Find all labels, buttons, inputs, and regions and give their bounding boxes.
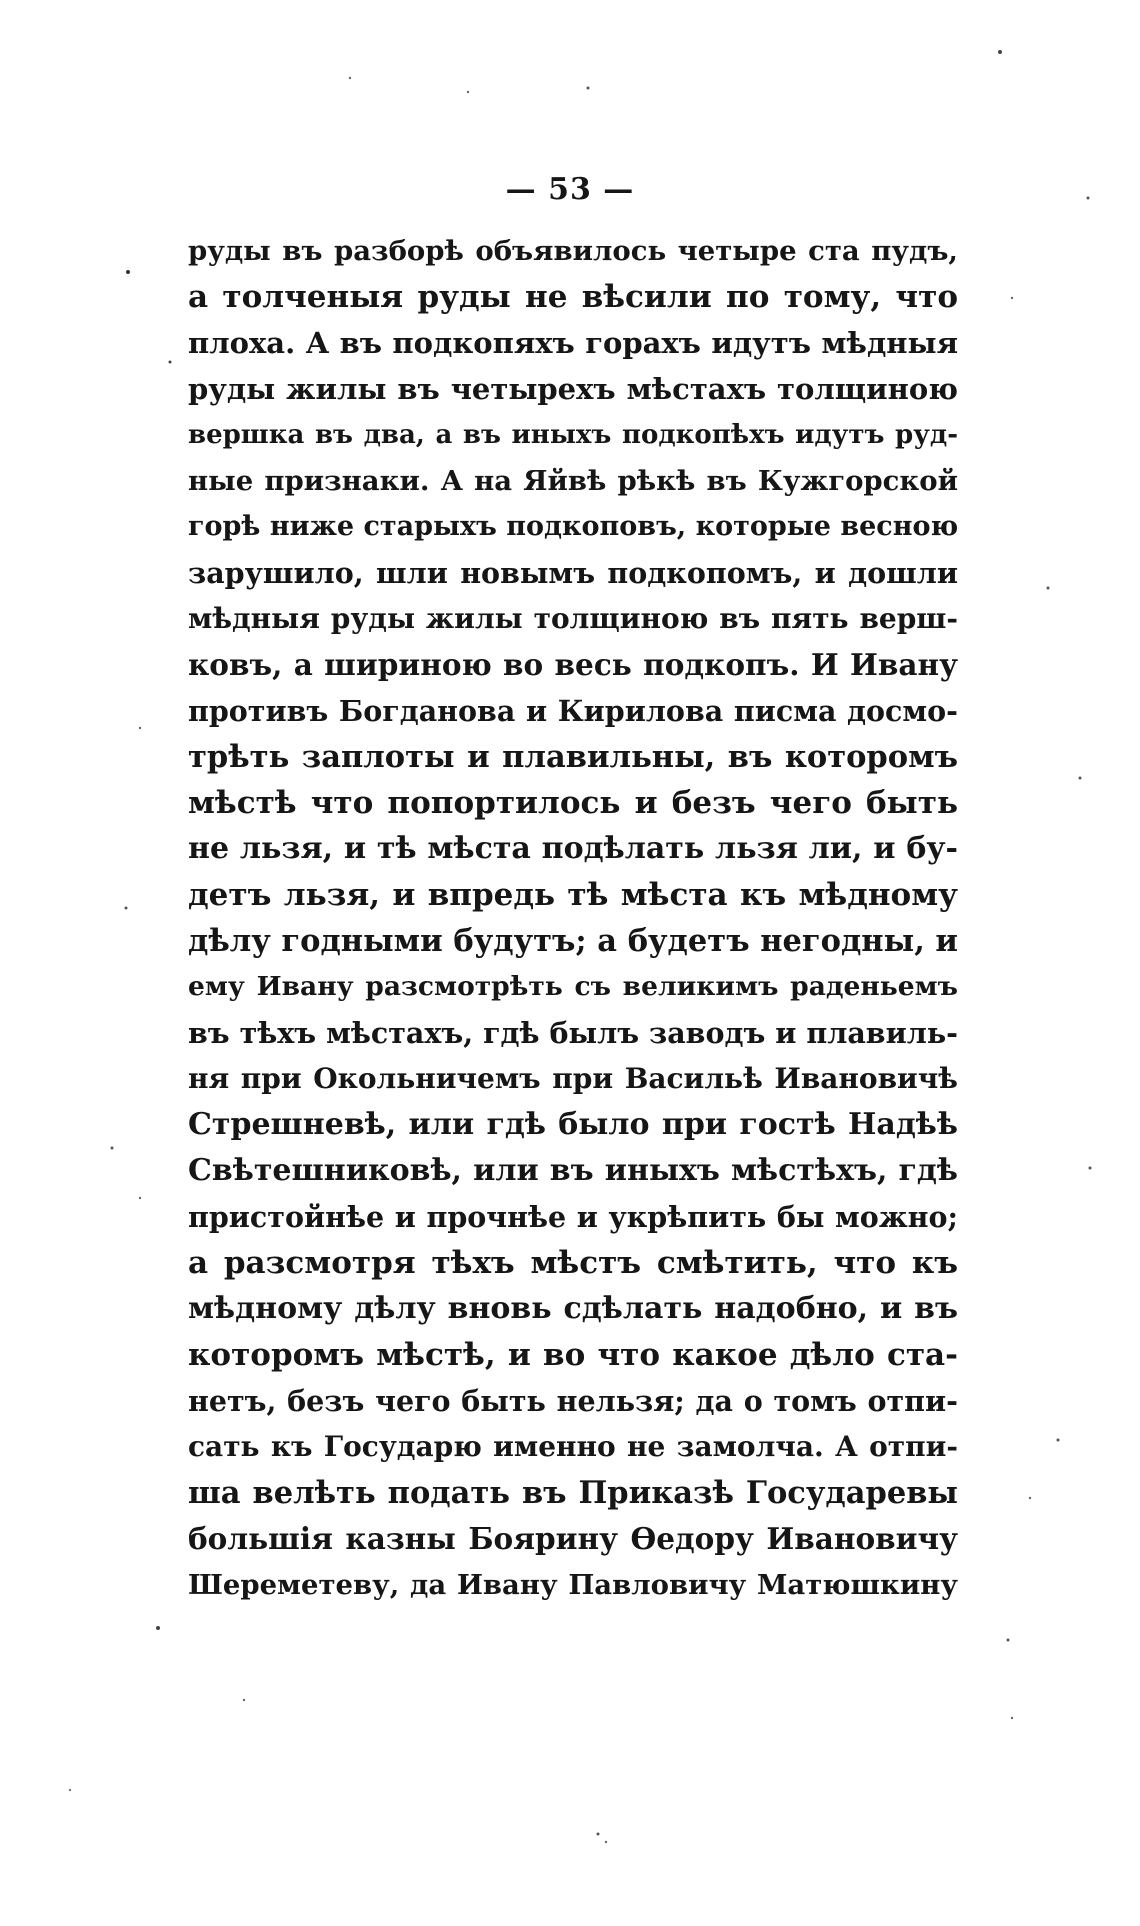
text-line: Шереметеву, да Ивану Павловичу Матюшкину	[188, 1569, 958, 1601]
text-line: детъ льзя, и впредь тѣ мѣста къ мѣдному	[188, 877, 958, 913]
text-line: руды въ разборѣ объявилось четыре ста пудъ,	[188, 235, 958, 267]
text-line: горѣ ниже старыхъ подкоповъ, которые весною	[188, 511, 958, 542]
text-line: плоха. А въ подкопяхъ горахъ идутъ мѣдныя	[188, 326, 958, 360]
text-line: руды жилы въ четырехъ мѣстахъ толщиною	[188, 372, 958, 406]
text-line: мѣдному дѣлу вновь сдѣлать надобно, и въ	[188, 1291, 958, 1326]
text-line: пристойнѣе и прочнѣе и укрѣпить бы можно;	[188, 1200, 958, 1234]
text-line: вершка въ два, а въ иныхъ подкопѣхъ идутъ руд-	[188, 420, 958, 450]
text-line: не льзя, и тѣ мѣста подѣлать льзя ли, и бу-	[188, 831, 958, 866]
text-line: зарушило, шли новымъ подкопомъ, и дошли	[188, 556, 958, 590]
text-line: ные признаки. А на Яйвѣ рѣкѣ въ Кужгорской	[188, 465, 958, 497]
text-line: Свѣтешниковѣ, или въ иныхъ мѣстѣхъ, гдѣ	[188, 1153, 958, 1188]
text-line: Стрешневѣ, или гдѣ было при гостѣ Надѣѣ	[188, 1107, 958, 1142]
text-line: нетъ, безъ чего быть нельзя; да о томъ отпи-	[188, 1384, 958, 1418]
text-line: которомъ мѣстѣ, и во что какое дѣло ста-	[188, 1337, 958, 1373]
text-line: въ тѣхъ мѣстахъ, гдѣ былъ заводъ и плавиль-	[188, 1016, 958, 1050]
text-line: ня при Окольничемъ при Васильѣ Ивановичѣ	[188, 1062, 958, 1095]
text-line: ша велѣть подать въ Приказѣ Государевы	[188, 1475, 958, 1511]
text-line: противъ Богданова и Кирилова писма досмо-	[188, 694, 958, 728]
page-number: — 53 —	[505, 172, 635, 207]
text-line: ковъ, а шириною во весь подкопъ. И Ивану	[188, 647, 958, 682]
text-line: сать къ Государю именно не замолча. А отпи-	[188, 1430, 958, 1463]
text-line: ему Ивану разсмотрѣть съ великимъ раденьемъ	[188, 971, 958, 1002]
text-line: мѣстѣ что попортилось и безъ чего быть	[188, 785, 958, 821]
body-text	[188, 228, 958, 1608]
text-line: а толченыя руды не вѣсили по тому, что	[188, 279, 958, 315]
text-line: мѣдныя руды жилы толщиною въ пять верш-	[188, 602, 958, 635]
text-line: трѣть заплоты и плавильны, въ которомъ	[188, 739, 958, 775]
text-line: дѣлу годными будутъ; а будетъ негодны, и	[188, 923, 958, 959]
text-line: большія казны Боярину Ѳедору Ивановичу	[188, 1521, 958, 1556]
text-line: а разсмотря тѣхъ мѣстъ смѣтить, что къ	[188, 1245, 958, 1281]
